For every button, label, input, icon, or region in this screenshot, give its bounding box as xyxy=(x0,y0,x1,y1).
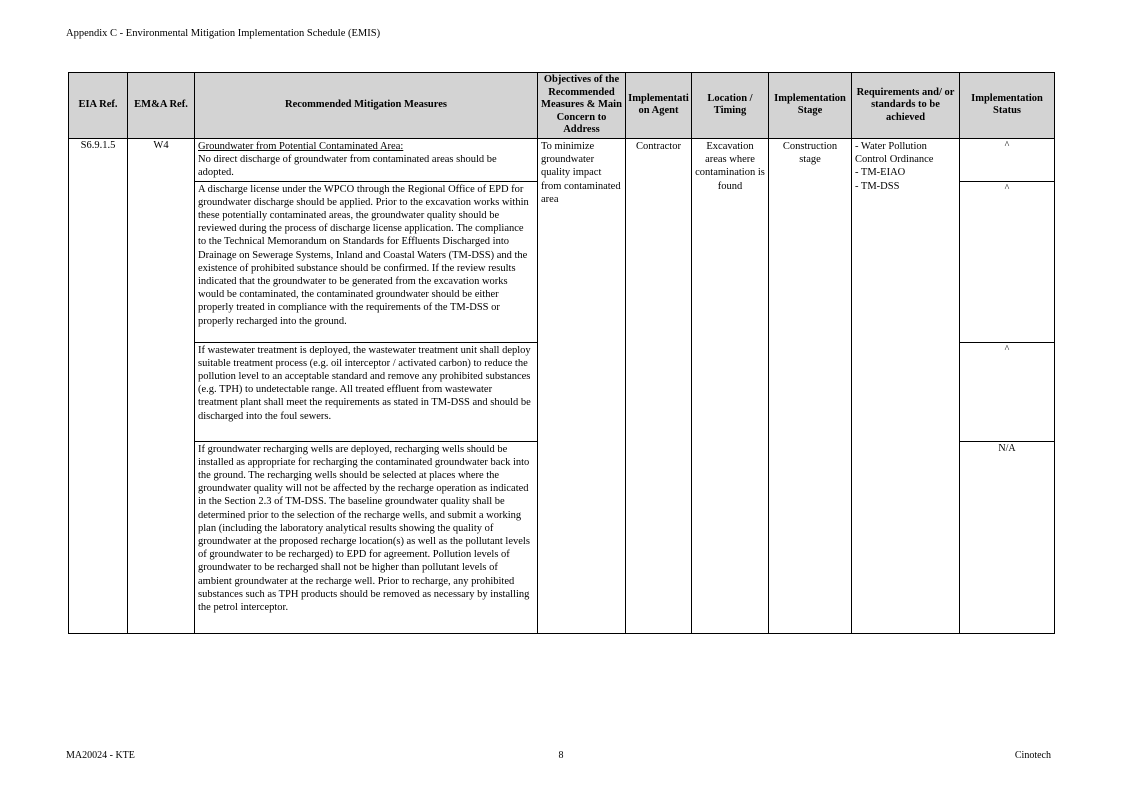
footer-project-ref: MA20024 - KTE xyxy=(66,750,135,761)
measure-1-heading: Groundwater from Potential Contaminated Area: xyxy=(198,140,404,152)
table-header-row xyxy=(69,73,1055,139)
cell-status-2: ^ xyxy=(960,181,1055,342)
footer-company-name: Cinotech xyxy=(1014,750,1051,761)
table-row xyxy=(69,138,1055,181)
col-header-location-timing: Location / Timing xyxy=(692,73,769,139)
col-header-measures: Recommended Mitigation Measures xyxy=(195,73,538,139)
requirement-item: - Water Pollution Control Ordinance xyxy=(855,140,934,166)
cell-measure-1 xyxy=(195,138,538,181)
cell-status-1: ^ xyxy=(960,138,1055,181)
col-header-ema-ref: EM&A Ref. xyxy=(128,73,195,139)
cell-status-3: ^ xyxy=(960,342,1055,441)
cell-status-4: N/A xyxy=(960,441,1055,633)
col-header-eia-ref: EIA Ref. xyxy=(69,73,128,139)
requirement-item: - TM-EIAO xyxy=(855,167,906,179)
cell-measure-3: If wastewater treatment is deployed, the wastewater treatment unit shall deploy suitable treatment process (e.g. oil interceptor / activated carbon) to reduce the pollution level to an acceptable standard and remove any prohibited substances (e.g. TPH) to undetectable range. All treated effluent from wastewater treatment plant shall meet the requirements as stated in TM-DSS and should be discharged into the foul sewers. xyxy=(195,342,538,441)
cell-implementation-agent: Contractor xyxy=(626,138,692,633)
requirement-item: - TM-DSS xyxy=(855,180,900,192)
col-header-agent-line2: on Agent xyxy=(638,105,679,117)
footer-page-number: 8 xyxy=(558,750,564,761)
col-header-agent-line1: Implementati xyxy=(628,92,689,104)
measure-1-text: No direct discharge of groundwater from contaminated areas should be adopted. xyxy=(198,154,497,179)
col-header-implementation-stage: Implementation Stage xyxy=(769,73,852,139)
cell-implementation-stage: Construction stage xyxy=(769,138,852,633)
cell-eia-ref: S6.9.1.5 xyxy=(69,138,128,633)
col-header-objectives: Objectives of the Recommended Measures & Main Concern to Address xyxy=(538,73,626,139)
col-header-implementation-status: Implementation Status xyxy=(960,73,1055,139)
emis-schedule-table xyxy=(68,72,1055,634)
cell-objectives: To minimize groundwater quality impact from contaminated area xyxy=(538,138,626,633)
cell-ema-ref: W4 xyxy=(128,138,195,633)
cell-measure-4: If groundwater recharging wells are deployed, recharging wells should be installed as appropriate for recharging the contaminated groundwater back into the ground. The recharging wells should be selected at places where the groundwater quality will not be affected by the recharge operation as indicated in the Section 2.3 of TM-DSS. The baseline groundwater quality shall be determined prior to the selection of the recharge wells, and submit a working plan (including the laboratory analytical results showing the quality of groundwater at the proposed recharge location(s) as well as the pollutant levels of groundwater to be recharged) to EPD for agreement. Pollution levels of groundwater to be recharged shall not be higher than pollutant levels of ambient groundwater at the recharge well. Prior to recharge, any prohibited substances such as TPH products should be removed as necessary by installing the petrol interceptor. xyxy=(195,441,538,633)
col-header-agent xyxy=(626,73,692,139)
cell-requirements xyxy=(852,138,960,633)
appendix-title: Appendix C - Environmental Mitigation Implementation Schedule (EMIS) xyxy=(66,28,381,39)
col-header-requirements: Requirements and/ or standards to be achieved xyxy=(852,73,960,139)
cell-location-timing: Excavation areas where contamination is found xyxy=(692,138,769,633)
cell-measure-2: A discharge license under the WPCO through the Regional Office of EPD for groundwater discharge should be applied. Prior to the excavation works within these potentially contaminated areas, the groundwater quality should be reviewed during the process of discharge license application. The compliance to the Technical Memorandum on Standards for Effluents Discharged into Drainage on Sewerage Systems, Inland and Coastal Waters (TM-DSS) and the existence of prohibited substance should be confirmed. If the review results indicated that the groundwater to be generated from the excavation works would be contaminated, the contaminated groundwater should be either properly treated in compliance with the requirements of the TM-DSS or properly recharged into the ground. xyxy=(195,181,538,342)
